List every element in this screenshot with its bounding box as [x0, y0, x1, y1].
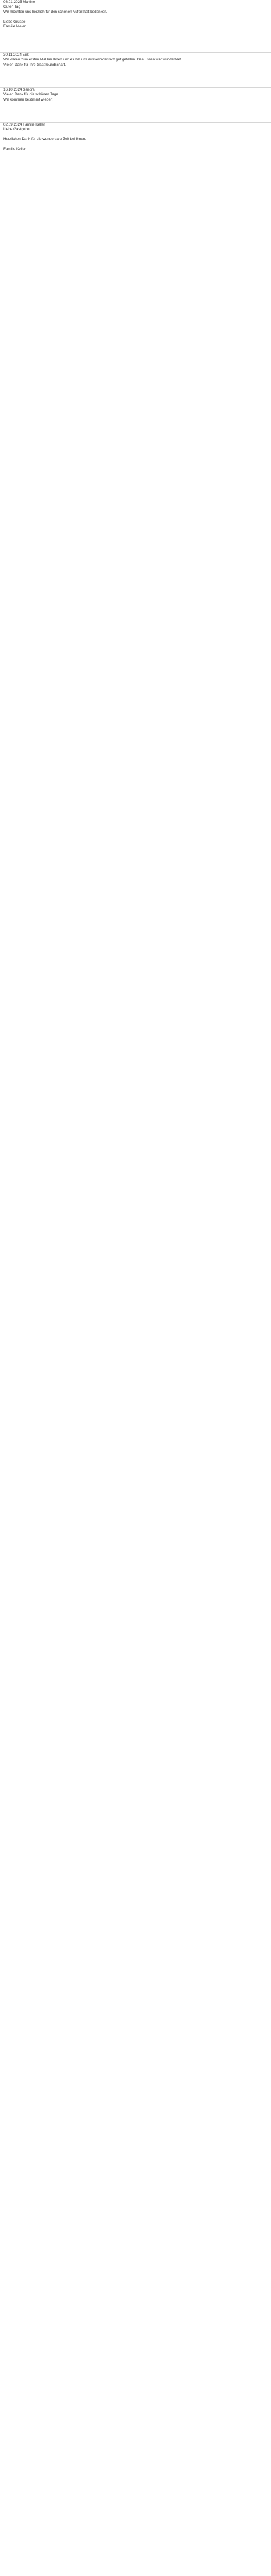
entry-line: Liebe Grüsse [3, 19, 26, 24]
guestbook-entry [0, 0, 271, 29]
entry-line: 30.11.2024 Erik [3, 53, 29, 57]
entry-line: 02.09.2024 Familie Keller [3, 123, 45, 127]
entry-line: Vielen Dank für die schönen Tage. [3, 92, 59, 97]
entry-line [3, 132, 247, 137]
entry-line: Familie Keller [3, 147, 26, 151]
entry-line [3, 15, 247, 19]
entry-line [3, 142, 247, 147]
entry-line: Wir kommen bestimmt wieder! [3, 97, 53, 102]
entry-line: Wir möchten uns herzlich für den schönen Aufenthalt bedanken. [3, 9, 108, 14]
guestbook-entry [0, 87, 271, 102]
guestbook-entry [0, 122, 271, 152]
entry-line: Vielen Dank für Ihre Gastfreundschaft. [3, 62, 66, 67]
entry-line: Herzlichen Dank für die wunderbare Zeit bei Ihnen. [3, 137, 87, 142]
entry-line: Wir waren zum ersten Mal bei Ihnen und es hat uns ausserordentlich gut gefallen. Das Essen war wunderbar! [3, 58, 181, 62]
entry-line: Guten Tag [3, 5, 20, 9]
entry-line: Liebe Gastgeber [3, 127, 31, 132]
entry-line: 08.01.2025 Martine [3, 0, 35, 4]
entry-line: 16.10.2024 Sandra [3, 88, 35, 92]
guestbook-entry [0, 52, 271, 67]
entry-line: Familie Meier [3, 24, 26, 29]
